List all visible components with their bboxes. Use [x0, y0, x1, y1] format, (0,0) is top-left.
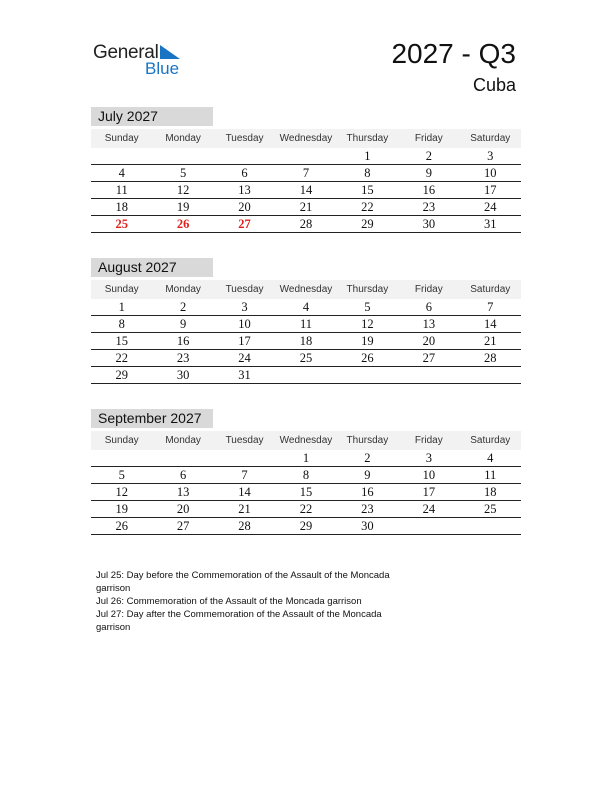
- day-cell: 26: [152, 216, 213, 233]
- day-cell: 18: [460, 484, 521, 501]
- day-cell: 20: [214, 199, 275, 216]
- weekday-header: Saturday: [460, 129, 521, 148]
- month-title: September 2027: [91, 409, 213, 428]
- day-cell: 21: [460, 333, 521, 350]
- day-cell: 31: [214, 367, 275, 384]
- day-cell: 8: [337, 165, 398, 182]
- weekday-header: Thursday: [337, 431, 398, 450]
- day-cell: 23: [152, 350, 213, 367]
- day-cell: 27: [152, 518, 213, 535]
- month-calendar: [91, 107, 521, 233]
- logo: [93, 42, 203, 78]
- month-title: August 2027: [91, 258, 213, 277]
- day-cell: 12: [337, 316, 398, 333]
- holiday-notes: [96, 569, 416, 634]
- day-cell: 23: [398, 199, 459, 216]
- day-cell: 19: [91, 501, 152, 518]
- day-cell: 13: [214, 182, 275, 199]
- day-cell: 8: [275, 467, 336, 484]
- week-row: [91, 450, 521, 467]
- day-cell: 24: [398, 501, 459, 518]
- day-cell: 20: [152, 501, 213, 518]
- weekday-header: Monday: [152, 431, 213, 450]
- logo-triangle-icon: [160, 45, 180, 59]
- empty-day-cell: [398, 518, 459, 535]
- day-cell: 3: [460, 148, 521, 165]
- weekday-header: Thursday: [337, 129, 398, 148]
- day-cell: 24: [214, 350, 275, 367]
- day-cell: 4: [275, 299, 336, 316]
- day-cell: 16: [337, 484, 398, 501]
- weekday-header: Tuesday: [214, 280, 275, 299]
- day-cell: 6: [398, 299, 459, 316]
- weekday-header: Monday: [152, 280, 213, 299]
- day-cell: 22: [91, 350, 152, 367]
- day-cell: 9: [398, 165, 459, 182]
- day-cell: 7: [275, 165, 336, 182]
- day-cell: 11: [275, 316, 336, 333]
- day-cell: 6: [214, 165, 275, 182]
- day-cell: 1: [91, 299, 152, 316]
- day-cell: 11: [91, 182, 152, 199]
- month-calendar: [91, 258, 521, 384]
- weekday-header-row: [91, 431, 521, 450]
- empty-day-cell: [214, 450, 275, 467]
- weekday-header-row: [91, 129, 521, 148]
- day-cell: 19: [337, 333, 398, 350]
- weekday-header: Friday: [398, 129, 459, 148]
- week-row: [91, 199, 521, 216]
- day-cell: 24: [460, 199, 521, 216]
- day-cell: 28: [214, 518, 275, 535]
- weekday-header: Thursday: [337, 280, 398, 299]
- empty-day-cell: [275, 367, 336, 384]
- weekday-header: Monday: [152, 129, 213, 148]
- day-cell: 13: [398, 316, 459, 333]
- day-cell: 14: [275, 182, 336, 199]
- empty-day-cell: [152, 450, 213, 467]
- day-cell: 10: [214, 316, 275, 333]
- day-cell: 14: [214, 484, 275, 501]
- empty-day-cell: [91, 148, 152, 165]
- weekday-header: Sunday: [91, 280, 152, 299]
- day-cell: 25: [460, 501, 521, 518]
- day-cell: 9: [152, 316, 213, 333]
- day-cell: 9: [337, 467, 398, 484]
- logo-text-blue: Blue: [145, 59, 180, 78]
- day-cell: 26: [91, 518, 152, 535]
- day-cell: 3: [214, 299, 275, 316]
- country-name: Cuba: [472, 75, 516, 95]
- day-cell: 17: [460, 182, 521, 199]
- week-row: [91, 299, 521, 316]
- day-cell: 27: [398, 350, 459, 367]
- empty-day-cell: [460, 518, 521, 535]
- weekday-header: Friday: [398, 280, 459, 299]
- day-cell: 2: [398, 148, 459, 165]
- day-cell: 12: [152, 182, 213, 199]
- day-cell: 4: [460, 450, 521, 467]
- week-row: [91, 148, 521, 165]
- day-cell: 29: [337, 216, 398, 233]
- day-cell: 2: [337, 450, 398, 467]
- day-cell: 17: [214, 333, 275, 350]
- day-cell: 17: [398, 484, 459, 501]
- day-cell: 3: [398, 450, 459, 467]
- day-cell: 28: [460, 350, 521, 367]
- day-cell: 5: [337, 299, 398, 316]
- day-cell: 15: [337, 182, 398, 199]
- empty-day-cell: [152, 148, 213, 165]
- day-cell: 5: [152, 165, 213, 182]
- day-cell: 1: [337, 148, 398, 165]
- weekday-header: Saturday: [460, 280, 521, 299]
- day-cell: 8: [91, 316, 152, 333]
- week-row: [91, 350, 521, 367]
- week-row: [91, 216, 521, 233]
- weekday-header: Sunday: [91, 129, 152, 148]
- day-cell: 5: [91, 467, 152, 484]
- week-row: [91, 518, 521, 535]
- week-row: [91, 467, 521, 484]
- week-row: [91, 182, 521, 199]
- weekday-header: Tuesday: [214, 129, 275, 148]
- weekday-header: Wednesday: [275, 280, 336, 299]
- week-row: [91, 316, 521, 333]
- day-cell: 20: [398, 333, 459, 350]
- month-grid: [91, 129, 521, 233]
- day-cell: 15: [91, 333, 152, 350]
- day-cell: 25: [275, 350, 336, 367]
- day-cell: 7: [214, 467, 275, 484]
- day-cell: 21: [214, 501, 275, 518]
- day-cell: 11: [460, 467, 521, 484]
- logo-text-general: General: [93, 42, 159, 63]
- day-cell: 30: [337, 518, 398, 535]
- quarter-title: 2027 - Q3: [391, 38, 516, 69]
- day-cell: 18: [275, 333, 336, 350]
- weekday-header: Wednesday: [275, 431, 336, 450]
- day-cell: 27: [214, 216, 275, 233]
- day-cell: 26: [337, 350, 398, 367]
- week-row: [91, 484, 521, 501]
- empty-day-cell: [275, 148, 336, 165]
- weekday-header: Saturday: [460, 431, 521, 450]
- weekday-header: Tuesday: [214, 431, 275, 450]
- day-cell: 18: [91, 199, 152, 216]
- holiday-note: Jul 27: Day after the Commemoration of the Assault of the Moncada garrison: [96, 609, 382, 633]
- day-cell: 31: [460, 216, 521, 233]
- holiday-note: Jul 26: Commemoration of the Assault of the Moncada garrison: [96, 596, 362, 607]
- weekday-header: Friday: [398, 431, 459, 450]
- month-grid: [91, 431, 521, 535]
- day-cell: 25: [91, 216, 152, 233]
- day-cell: 10: [398, 467, 459, 484]
- empty-day-cell: [460, 367, 521, 384]
- day-cell: 28: [275, 216, 336, 233]
- week-row: [91, 501, 521, 518]
- empty-day-cell: [337, 367, 398, 384]
- day-cell: 2: [152, 299, 213, 316]
- empty-day-cell: [91, 450, 152, 467]
- day-cell: 6: [152, 467, 213, 484]
- day-cell: 21: [275, 199, 336, 216]
- day-cell: 16: [152, 333, 213, 350]
- day-cell: 15: [275, 484, 336, 501]
- week-row: [91, 367, 521, 384]
- day-cell: 22: [275, 501, 336, 518]
- day-cell: 29: [275, 518, 336, 535]
- weekday-header: Wednesday: [275, 129, 336, 148]
- day-cell: 13: [152, 484, 213, 501]
- day-cell: 19: [152, 199, 213, 216]
- day-cell: 1: [275, 450, 336, 467]
- week-row: [91, 333, 521, 350]
- holiday-note: Jul 25: Day before the Commemoration of the Assault of the Moncada garrison: [96, 570, 390, 594]
- weekday-header-row: [91, 280, 521, 299]
- weekday-header: Sunday: [91, 431, 152, 450]
- day-cell: 14: [460, 316, 521, 333]
- day-cell: 16: [398, 182, 459, 199]
- month-grid: [91, 280, 521, 384]
- day-cell: 10: [460, 165, 521, 182]
- week-row: [91, 165, 521, 182]
- day-cell: 23: [337, 501, 398, 518]
- month-calendar: [91, 409, 521, 535]
- day-cell: 12: [91, 484, 152, 501]
- month-title: July 2027: [91, 107, 213, 126]
- day-cell: 30: [152, 367, 213, 384]
- day-cell: 30: [398, 216, 459, 233]
- day-cell: 4: [91, 165, 152, 182]
- empty-day-cell: [398, 367, 459, 384]
- day-cell: 22: [337, 199, 398, 216]
- empty-day-cell: [214, 148, 275, 165]
- day-cell: 29: [91, 367, 152, 384]
- day-cell: 7: [460, 299, 521, 316]
